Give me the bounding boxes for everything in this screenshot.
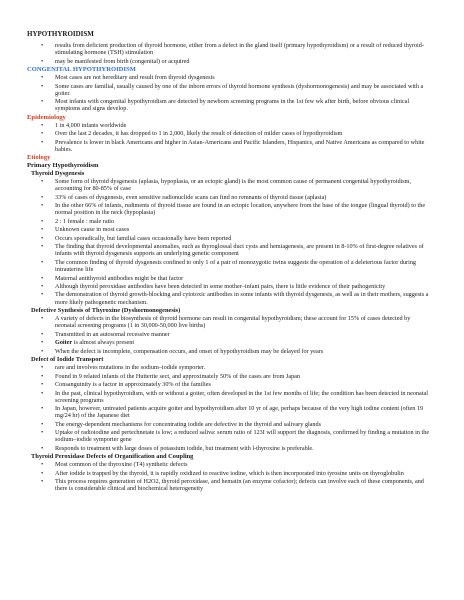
section-heading-etiology: Etiology xyxy=(27,154,51,162)
list-item: • Some form of thyroid dysgenesis (aplasia, hypoplasia, or an ectopic gland) is the most common cause of permanent congenital hypothyroidism, accounting for 80-85% of case xyxy=(27,178,432,192)
list-item: • Unknown cause in most cases xyxy=(27,226,432,233)
list-item: • results from deficient production of thyroid hormone, either from a defect in the gland itself (primary hypothyroidism) or a result of reduced thyroid-stimulating hormone (TSH) stimulation xyxy=(27,42,432,56)
list-item: • In the past, clinical hypothyroidism, with or without a goiter, often developed in the 1st few months of life; the condition has been detected in neonatal screening programs xyxy=(27,390,432,404)
list-item: • Found in 9 related infants of the Hutterite sect, and approximately 50% of the cases are from Japan xyxy=(27,373,432,380)
goiter-bold-term: Goiter xyxy=(55,339,73,347)
page-title: HYPOTHYROIDISM xyxy=(27,30,94,38)
synthesis-list xyxy=(27,315,432,355)
list-item: • When the defect is incomplete, compensation occurs, and onset of hypothyroidism may be delayed for years xyxy=(27,348,432,355)
subsection-heading-peroxidase: Thyroid Peroxidase Defects of Organification and Coupling xyxy=(31,453,194,461)
list-item: • In the other 66% of infants, rudiments of thyroid tissue are found in an ectopic location, anywhere from the base of the tongue (lingual thyroid) to the normal position in the neck (hypoplasia) xyxy=(27,202,432,216)
epidemiology-list xyxy=(27,122,432,153)
list-item: • 33% of cases of dysgenesis, even sensitive radionuclide scans can find no remnants of thyroid tissue (aplasia) xyxy=(27,194,432,201)
list-item: • Some cases are familial, usually caused by one of the inborn errors of thyroid hormone synthesis (dyshormonogenesis) and may be associated with a goiter. xyxy=(27,83,432,97)
peroxidase-list xyxy=(27,461,432,492)
intro-list xyxy=(27,42,432,65)
list-item: • Over the last 2 decades, it has dropped to 1 in 2,000, likely the result of detection of milder cases of hypothyroidism xyxy=(27,130,432,137)
list-item: • In Japan, however, untreated patients acquire goiter and hypothyroidism after 10 yr of age, perhaps because of the very high iodine content (often 19 mg/24 hr) of the Japanese diet xyxy=(27,405,432,419)
list-item: • 2 : 1 female : male ratio xyxy=(27,218,432,225)
list-item: • Consanguinity is a factor in approximately 30% of the families xyxy=(27,381,432,388)
section-heading-congenital: CONGENITAL HYPOTHYROIDISM xyxy=(27,66,136,74)
subsection-heading-iodide: Defect of Iodide Transport xyxy=(31,356,104,364)
list-item xyxy=(27,339,432,346)
list-item: • A variety of defects in the biosynthesis of thyroid hormone can result in congenital hypothyroidism; these account for 15% of cases detected by neonatal screening programs (1 in 30,000-50,000 live births) xyxy=(27,315,432,329)
dysgenesis-list xyxy=(27,178,432,305)
list-item: • Although thyroid peroxidase antibodies have been detected in some mother–infant pairs, there is little evidence of their pathogenicity xyxy=(27,283,432,290)
list-item: • Most cases are not hereditary and result from thyroid dysgenesis xyxy=(27,74,432,81)
list-item: • Uptake of radioiodine and pertechnetate is low; a reduced saliva: serum ratio of 123I will support the diagnosis, confirmed by finding a mutation in the sodium–iodide symporter gene xyxy=(27,429,432,443)
list-item: • 1 in 4,000 infants worldwide xyxy=(27,122,432,129)
list-item: • After iodide is trapped by the thyroid, it is rapidly oxidized to reactive iodine, which is then incorporated into tyrosine units on thyroglobulin xyxy=(27,470,432,477)
subsection-heading-dysgenesis: Thyroid Dysgenesis xyxy=(31,170,85,178)
list-item: • Occurs sporadically, but familial cases occasionally have been reported xyxy=(27,235,432,242)
list-item: • The common finding of thyroid dysgenesis confined to only 1 of a pair of monozygotic twins suggests the operation of a deleterious factor during intrauterine life xyxy=(27,259,432,273)
section-heading-epidemiology: Epidemiology xyxy=(27,113,66,121)
list-item: • Responds to treatment with large doses of potassium iodide, but treatment with l-thyroxine is preferable. xyxy=(27,445,432,452)
list-item: • may be manifested from birth (congenital) or acquired xyxy=(27,58,432,65)
list-item: • Maternal antithyroid antibodies might be that factor xyxy=(27,275,432,282)
goiter-text: is almost always present xyxy=(72,339,135,347)
list-item: • Most common of the thyroxine (T4) synthetic defects xyxy=(27,461,432,468)
list-item: • The demonstration of thyroid growth-blocking and cytotoxic antibodies in some infants with thyroid dysgenesis, as well as in their mothers, suggests a more likely pathogenetic mechanism. xyxy=(27,291,432,305)
subsection-heading-primary: Primary Hypothyroidism xyxy=(27,162,99,170)
list-item: • rare and involves mutations in the sodium–iodide symporter. xyxy=(27,364,432,371)
list-item: • This process requires generation of H2O2, thyroid peroxidase, and hematin (an enzyme cofactor); defects can involve each of these components, and there is considerable clinical and biochemical heterogeneity xyxy=(27,478,432,492)
iodide-list xyxy=(27,364,432,452)
list-item: • Most infants with congenital hypothyroidism are detected by newborn screening programs in the 1st few wk after birth, before obvious clinical symptoms and signs develop. xyxy=(27,98,432,112)
congenital-list xyxy=(27,74,432,112)
list-item: • Transmitted in an autosomal recessive manner xyxy=(27,331,432,338)
subsection-heading-synthesis: Defective Synthesis of Thyroxine (Dyshormonogenesis) xyxy=(31,307,181,315)
list-item: • The finding that thyroid developmental anomalies, such as thyroglossal duct cysts and hemiagenesis, are present in 8-10% of first-degree relatives of infants with thyroid dysgenesis supports an underlying genetic component xyxy=(27,243,432,257)
list-item: • Prevalence is lower in black Americans and higher in Asian-Americans and Pacific Islanders, Hispanics, and Native Americans as compared to white babies. xyxy=(27,139,432,153)
list-item: • The energy-dependent mechanisms for concentrating iodide are defective in the thyroid and salivary glands xyxy=(27,421,432,428)
